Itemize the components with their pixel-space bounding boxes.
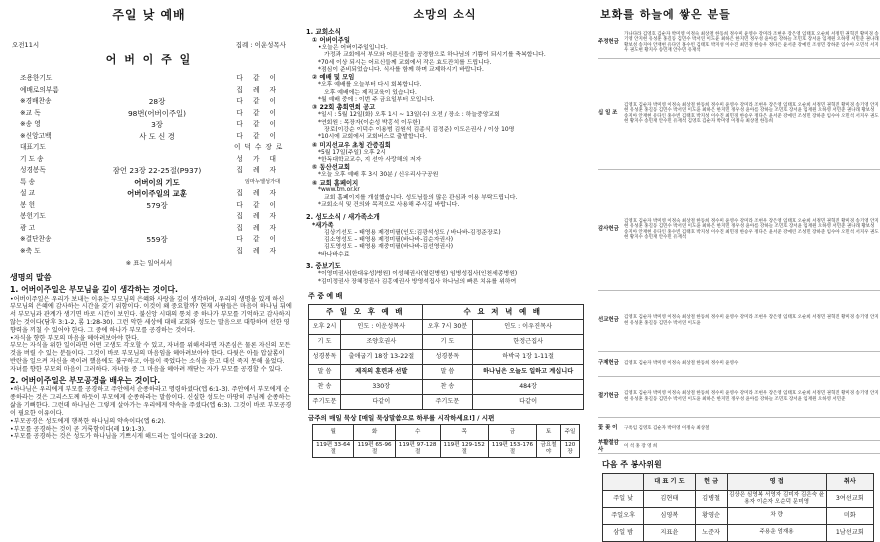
weekday-worship-table: [308, 304, 584, 410]
volunteer-offer: 김병철: [695, 490, 727, 507]
day-header: 목: [440, 424, 488, 440]
order-label: 예배로의부름: [20, 85, 59, 94]
order-content: 3장: [151, 120, 163, 129]
prayer-entry: *이영미권사(한대유성)병원) 이성혜권사(열린병원) 임병성집사(인천세종병원): [318, 271, 518, 278]
volunteer-cook: 1남선교회: [826, 524, 873, 541]
volunteer-greet: 김상은 심영복 서영자 김미자 김은숙 윤용자 이순자 오순덕 문미영: [727, 490, 826, 507]
volunteer-row: [603, 490, 874, 507]
wednesday-evening-lead: 인도 : 이우진목사: [473, 319, 584, 334]
order-content: 579장: [146, 200, 168, 210]
new-family-list: [300, 230, 590, 252]
volunteer-when: 주일 낮: [603, 490, 644, 507]
offering-names: 김영호 김순자 박미영 이정숙 최상철 한동희 정수미 윤영수: [624, 361, 739, 366]
news-item-detail: 장로(이강순 이덕수 이용범 김원석 김종식 김정준) 이도은권사 / 이상 10명: [324, 126, 515, 133]
worship-order-item: [20, 188, 280, 200]
order-leader: 집 례 자: [236, 246, 280, 255]
volunteer-corner: [603, 473, 644, 490]
new-family-entry: 김소영성도 – 태영용 제정미필(바나바-김순자권사): [324, 236, 454, 243]
order-label: 봉헌기도: [20, 212, 46, 221]
sunday-value: 제직의 훈련과 선발: [340, 364, 422, 379]
order-label: 봉 헌: [20, 200, 36, 209]
offering-block: [598, 441, 880, 454]
order-leader: 이덕수장로: [234, 143, 287, 152]
wednesday-role: 찬 송: [422, 379, 473, 394]
offering-block: [598, 418, 880, 441]
offering-category: 주정헌금: [598, 39, 619, 46]
news-list: [300, 37, 590, 210]
volunteer-header: 취사: [826, 473, 873, 490]
lesson2-title: 2. 어버이주일은 부모공경을 배우는 것이다.: [10, 375, 161, 385]
worship-order-item: [20, 245, 280, 257]
worship-detail-row: [309, 334, 584, 349]
volunteer-greet: 차 량: [727, 507, 826, 524]
worship-order-item: [20, 153, 280, 165]
offering-block: [598, 352, 880, 377]
news-item-heading: ⑤ 동산선교회: [312, 164, 350, 172]
news-item-heading: ① 어버이주일: [312, 36, 350, 44]
service-meta: [0, 41, 298, 49]
sunday-role: 기 도: [309, 334, 341, 349]
volunteer-row: [603, 507, 874, 524]
volunteer-cook: 3여선교회: [826, 490, 873, 507]
day-value-row: [313, 440, 580, 457]
lesson1-text: •어버이주일은 우리가 보내는 이유는 부모님의 은혜와 사랑을 깊이 생각하며, 우리의 생명을 있게 하신 부모님의 은혜에 감사하는 시간을 갖기 위함이다. 이것이 왜 중요할까? 현재 사람들은 마음이 하나님 뒤에서 부모님과 관계가 생기면 바로 시간이 보인다. 불신앙 시대의 통치 중 하나가 부모를 기억하고 감사하지 않는 것이다(담후 3:1-2, 롬 1:28-30). 그런 악한 세상에 대해 교회와 성도는 말음으로 대항하며 선한 영향력을 끼칠 수 있어야 한다. 그 중에 하나가 부모를 공경하는 것이다. •자식을 향한 부모의 마음을 헤아려보아야 한다. 부모는 자식을 위한 일이라면 어떤 고생도 각오할 수 있고, 자녀를 위해서라면 자존심은 물론 자신의 모든 것을 버릴 수 있는 분들이다. 그것이 바로 부모님의 마음임을 헤아려보아야 한다. 다윗은 아들 압살롬이 반란을 일으켜 자신을 죽이려 했음에도 불구하고, 아들이 죽었다는 소식을 듣고 대신 죽지 못해 울었다. 자녀를 향한 부모의 마음이 그러하다. 자녀들 중 그 마음을 헤아려 깨닫는 자가 부모를 공경할 수 있다.: [10, 295, 292, 373]
worship-order-item: [20, 234, 280, 246]
wednesday-role: 기 도: [422, 334, 473, 349]
news-item-detail: *오후 예배를 오늘부터 다시 회복합니다.: [318, 82, 422, 89]
day-passage: 120장: [561, 440, 580, 457]
worship-order-list: [0, 73, 298, 257]
sunday-afternoon-lead: 인도 : 이운성목사: [340, 319, 422, 334]
news-section-church: 1. 교회소식: [306, 27, 341, 36]
service-presider: 집례 : 이운성목사: [235, 41, 286, 49]
offering-roster: [598, 28, 880, 454]
worship-detail-row: [309, 379, 584, 394]
volunteer-prayer: 심영복: [644, 507, 695, 524]
volunteer-when: 삼일 밤: [603, 524, 644, 541]
day-passage: 119편 33-64절: [313, 440, 354, 457]
weekday-worship-label: 주 중 예 배: [308, 292, 343, 301]
order-leader: 집 례 자: [236, 85, 280, 94]
sunday-role: 성경봉독: [309, 349, 341, 364]
new-family-entry: 김도영성도 – 태영용 재중미필(바나바-김선영권사): [324, 244, 454, 251]
offering-block: [598, 291, 880, 352]
worship-order-item: [20, 96, 280, 108]
news-item-heading: ③ 22회 총회연희 공고: [312, 104, 376, 112]
volunteer-table: [602, 473, 874, 542]
order-label: ※신앙고백: [20, 131, 52, 140]
new-family-entry: 김상기선도 – 태영용 제경미필(인도:김광석성도 / 바나바-김정준장로): [324, 229, 501, 236]
daily-meditation-label: 금주의 매일 묵상 [매일 묵상말씀으로 하루를 시작하세요!] / 시편: [308, 413, 495, 422]
sunday-afternoon-title: 주 일 오 후 예 배: [309, 304, 423, 319]
volunteer-row: [603, 524, 874, 541]
news-item-heading: ④ 미지선교우 초청 간증집회: [312, 141, 391, 149]
offering-names: 김영호 김순자 박미영 이정숙 최상철 한동희 정수미 윤영수 강미라 조현우 장은영 임태호 오순희 서정민 권혁진 황미경 송기영 안지현 유성훈 홍길동 김민수 박서연 이도윤: [624, 315, 879, 326]
day-header: 수: [395, 424, 440, 440]
worship-order-item: [20, 73, 280, 85]
order-leader: 다 같 이: [236, 97, 280, 106]
worship-order-item: [20, 119, 280, 131]
volunteer-offer: 노준자: [695, 524, 727, 541]
offering-title: 보화를 하늘에 쌓은 분들: [600, 8, 731, 21]
volunteer-prayer: 지표윤: [644, 524, 695, 541]
page-title: 주일 낮 예배: [112, 8, 186, 22]
new-family-note: *바나바수료: [318, 251, 350, 258]
sunday-role: 주기도문: [309, 394, 341, 409]
news-item-detail: *일시 : 5월 12일(화) 오후 1시 ~ 13일(수) 오전 / 장소 : 하늘중앙교회: [318, 112, 500, 119]
order-leader: 성 가 대: [236, 154, 280, 163]
news-item-detail: *연회원 : 목장자(이순성 박홍석 이두한): [318, 119, 421, 126]
worship-order-item: [20, 84, 280, 96]
offering-block: [598, 377, 880, 418]
sunday-afternoon-time: 오후 2시: [309, 319, 341, 334]
order-label: 특 송: [20, 177, 36, 186]
lesson-heading: 생명의 말씀: [10, 272, 52, 282]
order-label: 광 고: [20, 223, 36, 232]
sunday-value: 출애굽기 18장 13-22절: [340, 349, 422, 364]
order-label: ※경배찬송: [20, 97, 52, 106]
worship-order-item: [20, 165, 280, 177]
order-leader: 다 같 이: [236, 131, 280, 140]
offering-category: 부활절감사: [598, 440, 619, 453]
order-content: 어버이의 기도: [134, 177, 180, 187]
wednesday-evening-time: 오후 7시 30분: [422, 319, 473, 334]
order-content: 98번(어버이주일): [127, 108, 186, 118]
wednesday-role: 말 씀: [422, 364, 473, 379]
day-passage: 119편 153-176절: [488, 440, 536, 457]
prayer-list: [300, 271, 590, 286]
order-content: 사 도 신 경: [139, 131, 175, 141]
volunteer-rows: [603, 490, 874, 541]
wednesday-value: 하박국 1장 1-11절: [473, 349, 584, 364]
day-passage: 금요철야: [537, 440, 561, 457]
offering-names: 김영호 김순자 박미영 이정숙 최상철 한동희 정수미 윤영수 강미라 조현우 장은영 임태호 오순희 서정민 권혁진 황미경 송기영 안지현 유성훈 홍길동 김민수 박서연 이도윤 최하은 한지민 정우성 윤아름 강하늘 조민호 장서윤 임재원 오하영 서민준: [624, 391, 879, 402]
volunteer-header: 헌 금: [695, 473, 727, 490]
order-leader: 다 같 이: [236, 200, 280, 209]
new-family-heading: *새가족: [312, 221, 334, 229]
news-item-detail: *점심이 준비되었습니다. 식사를 함께 하며 교제하시기 바랍니다.: [318, 66, 484, 73]
worship-detail-rows: [309, 334, 584, 409]
day-header: 주일: [561, 424, 580, 440]
order-label: ※결단찬송: [20, 235, 52, 244]
order-label: ※축 도: [20, 246, 41, 255]
volunteer-header-row: [603, 473, 874, 490]
volunteer-greet: 주용운 엄재용: [727, 524, 826, 541]
news-section-members: 2. 성도소식 / 새가족소개: [306, 212, 380, 221]
day-passage: 119편 97-128절: [395, 440, 440, 457]
day-header: 화: [354, 424, 395, 440]
day-header: 월: [313, 424, 354, 440]
wednesday-value: 한정근집사: [473, 334, 584, 349]
day-passage: 119편 129-152절: [440, 440, 488, 457]
worship-detail-row: [309, 349, 584, 364]
offering-category: 감사헌금: [598, 226, 619, 233]
service-time: 오전11시: [12, 41, 40, 49]
worship-order-item: [20, 222, 280, 234]
order-label: 기 도 송: [20, 154, 44, 163]
offering-block: [598, 28, 880, 59]
sunday-role: 찬 송: [309, 379, 341, 394]
volunteer-cook: 미화: [826, 507, 873, 524]
worship-order-item: [20, 211, 280, 223]
sunday-value: 330장: [340, 379, 422, 394]
wednesday-value: 하나님은 오늘도 일하고 계십니다: [473, 364, 584, 379]
daily-meditation-table: [312, 424, 580, 458]
stand-note: ※ 표는 일어서서: [125, 258, 173, 267]
order-content: 559장: [146, 235, 168, 244]
offering-names: 이 석 홍 장 영 희: [624, 444, 658, 449]
volunteer-header: 대 표 기 도: [644, 473, 695, 490]
offering-category: 꽃 꽂 이: [598, 425, 618, 432]
news-item-detail: 가정과 교회에서 부모와 어른신들을 공경함으로 하나님의 기쁨이 되시기를 축복합니다.: [324, 52, 546, 59]
wednesday-role: 성경봉독: [422, 349, 473, 364]
volunteer-prayer: 김현태: [644, 490, 695, 507]
order-leader: 다 같 이: [236, 74, 280, 83]
worship-order-item: [20, 142, 287, 154]
news-item-detail: •오늘은 어버이주일입니다.: [318, 44, 388, 51]
day-header-row: [313, 424, 580, 440]
lesson2-text: •하나님은 우리에게 부모를 공경하고 주안에서 순종하라고 명령하셨다(엡 6:1-3). 주안에서 부모에게 순종하라는 것은 그리스도께 하듯이 부모에게 순종하라는 말씀이다. 신실한 성도는 마땅히 주님께 순종하는 삶을 기뻐한다. 그런데 하나님은 그렇게 살아가는 우리에게 약속을 주셨다(엡 6:3). 그것이 바로 부모공경이 필요한 이유이다. •부모공경은 성도에게 행복한 하나님의 약속이다(엡 6:2). •부모를 공경하는 것이 곧 거룩함이다(레 19:1-3). •부모를 공경하는 것은 성도가 하나님을 기쁘시게 해드리는 일이다(골 3:20).: [10, 386, 292, 441]
order-content: 잠언 23장 22-25절(P937): [112, 166, 202, 175]
offering-names: 가나다라 김영호 김순자 박미영 이정숙 최상철 한동희 정수미 윤영수 강미라 조현우 장은영 임태호 오순희 서정민 권혁진 황미경 송기영 안지현 유성훈 홍길동 김민수 박서연 이도윤 최하은 한지민 정우성 윤아름 강하늘 조민호 장서윤 임재원 오하영 서민준 권나래 황보성 송지아 안재현 유다인 홍수빈 김태호 박지성 이수진 최민경 한승우 정다은 윤서준 강예린 조성민 장하준 임수아 오민석 서지우 권도현 황지수 송민재 안수민 유재석: [624, 31, 879, 54]
offering-names: 김영호 김순자 박미영 이정숙 최상철 한동희 정수미 윤영수 강미라 조현우 장은영 임태호 오순희 서정민 권혁진 황미경 송기영 안지현 유성훈 홍길동 김민수 박서연 이도윤 최하은 한지민 정우성 윤아름 강하늘 조민호 장서윤 임재원 오하영 서민준 권나래 황보성 송지아 안재현 유다인 홍수빈 김태호 박지성 이수진 최민경 한승우 정다은 윤서준 강예린 조성민 장하준 임수아 오민석 서지우 권도현 황지수 송민재 안수민 유재석 김영호 김순자 박미영 이정숙 최상철 한동희: [624, 102, 879, 125]
offering-column: [594, 0, 880, 536]
offering-category: 절기헌금: [598, 393, 619, 400]
news-item-detail: *월 예배 중에 : 이번 주 금요일부터 모입니다.: [318, 96, 435, 103]
wednesday-evening-title: 수 요 저 녁 예 배: [422, 304, 583, 319]
order-leader: 다 같 이: [236, 108, 280, 117]
order-leader: 집 례 자: [236, 223, 280, 232]
worship-detail-row: [309, 364, 584, 379]
worship-order-column: [0, 0, 298, 529]
offering-block: [598, 170, 880, 291]
news-item-detail: *70세 이상 되시는 어르신들께 교회에서 작은 효도잔치를 드립니다.: [318, 59, 492, 66]
news-item-detail: *www.tm.or.kr: [318, 187, 360, 194]
day-passage: 119편 65-96절: [354, 440, 395, 457]
volunteer-offer: 황영순: [695, 507, 727, 524]
sunday-role: 말 씀: [309, 364, 341, 379]
volunteer-header: 영 접: [727, 473, 826, 490]
news-column: [300, 0, 590, 529]
offering-category: 선교헌금: [598, 317, 619, 324]
news-item-detail: *오늘 오후 예배 후 3시 30분 / 신우리사구공원: [318, 172, 439, 179]
news-item-heading: ⑥ 교회 홈페이지: [312, 179, 359, 187]
news-item-detail: *10시에 교회에서 교회버스로 출발합니다.: [318, 134, 427, 141]
volunteer-when: 주일오후: [603, 507, 644, 524]
order-label: 성경봉독: [20, 166, 46, 175]
worship-order-item: [20, 176, 280, 188]
order-label: ※교 독: [20, 108, 41, 117]
order-leader: 다 같 이: [236, 235, 280, 244]
offering-names: 구옥임 김영호 김순자 박미영 이정숙 최상철: [624, 426, 710, 431]
news-item-heading: ② 예배 및 모임: [312, 74, 355, 82]
volunteer-title: 다음 주 봉사위원: [602, 459, 662, 469]
order-label: 설 교: [20, 189, 36, 198]
day-header: 토: [537, 424, 561, 440]
day-header: 금: [488, 424, 536, 440]
order-label: ※송 영: [20, 120, 41, 129]
order-leader: 다 같 이: [236, 120, 280, 129]
worship-order-item: [20, 107, 280, 119]
offering-names: 김영호 김순자 박미영 이정숙 최상철 한동희 정수미 윤영수 강미라 조현우 장은영 임태호 오순희 서정민 권혁진 황미경 송기영 안지현 유성훈 홍길동 김민수 박서연 이도윤 최하은 한지민 정우성 윤아름 강하늘 조민호 장서윤 임재원 오하영 서민준 권나래 황보성 송지아 안재현 유다인 홍수빈 김태호 박지성 이수진 최민경 한승우 정다은 윤서준 강예린 조성민 장하준 임수아 오민석 서지우 권도현 황지수 송민재 안수민 유재석: [624, 218, 879, 241]
lesson1-title: 1. 어버이주일은 부모님을 깊이 생각하는 것이다.: [10, 284, 179, 294]
order-leader: 집 례 자: [236, 212, 280, 221]
order-content: 28장: [148, 97, 166, 106]
news-item-detail: *5월 17일(주일) 오후 2시: [318, 149, 386, 156]
service-name: 어 버 이 주 일: [105, 53, 193, 67]
prayer-entry: *김미정권사 장혜정권사 김홍예권사 방영석집사 하나님의 빠른 치유를 위하여: [318, 278, 517, 285]
offering-category: 구제헌금: [598, 360, 619, 367]
offering-block: [598, 59, 880, 170]
order-content: 어버이주일의 교훈: [127, 189, 187, 198]
order-label: 대표기도: [20, 143, 46, 152]
order-leader: 집 례 자: [236, 166, 280, 175]
news-item-detail: *교회소식 및 건의와 목적으로 사용해 주시길 바랍니다.: [318, 202, 460, 209]
worship-order-item: [20, 130, 280, 142]
offering-category: 십 일 조: [598, 110, 618, 117]
sunday-value: 다같이: [340, 394, 422, 409]
order-label: 조용한기도: [20, 74, 53, 83]
worship-order-item: [20, 199, 280, 211]
wednesday-value: 484장: [473, 379, 584, 394]
wednesday-value: 다같이: [473, 394, 584, 409]
wednesday-role: 주기도문: [422, 394, 473, 409]
worship-detail-row: [309, 394, 584, 409]
order-leader: 임마누엘성가대: [244, 178, 280, 185]
news-title: 소망의 소식: [413, 8, 477, 21]
sunday-value: 조양호권사: [340, 334, 422, 349]
order-leader: 집 례 자: [236, 189, 280, 198]
news-section-prayer: 3. 중보기도: [306, 262, 341, 271]
news-item-detail: *한독대학교교수, 지 선아 사랑해의 저자: [318, 156, 422, 163]
news-item-detail: 오후 예배에는 제직교육이 있습니다.: [324, 89, 417, 96]
news-item-detail: 교회 홈페이지를 개설했습니다. 성도님들의 많은 관심과 이용 부탁드립니다.: [324, 194, 518, 201]
